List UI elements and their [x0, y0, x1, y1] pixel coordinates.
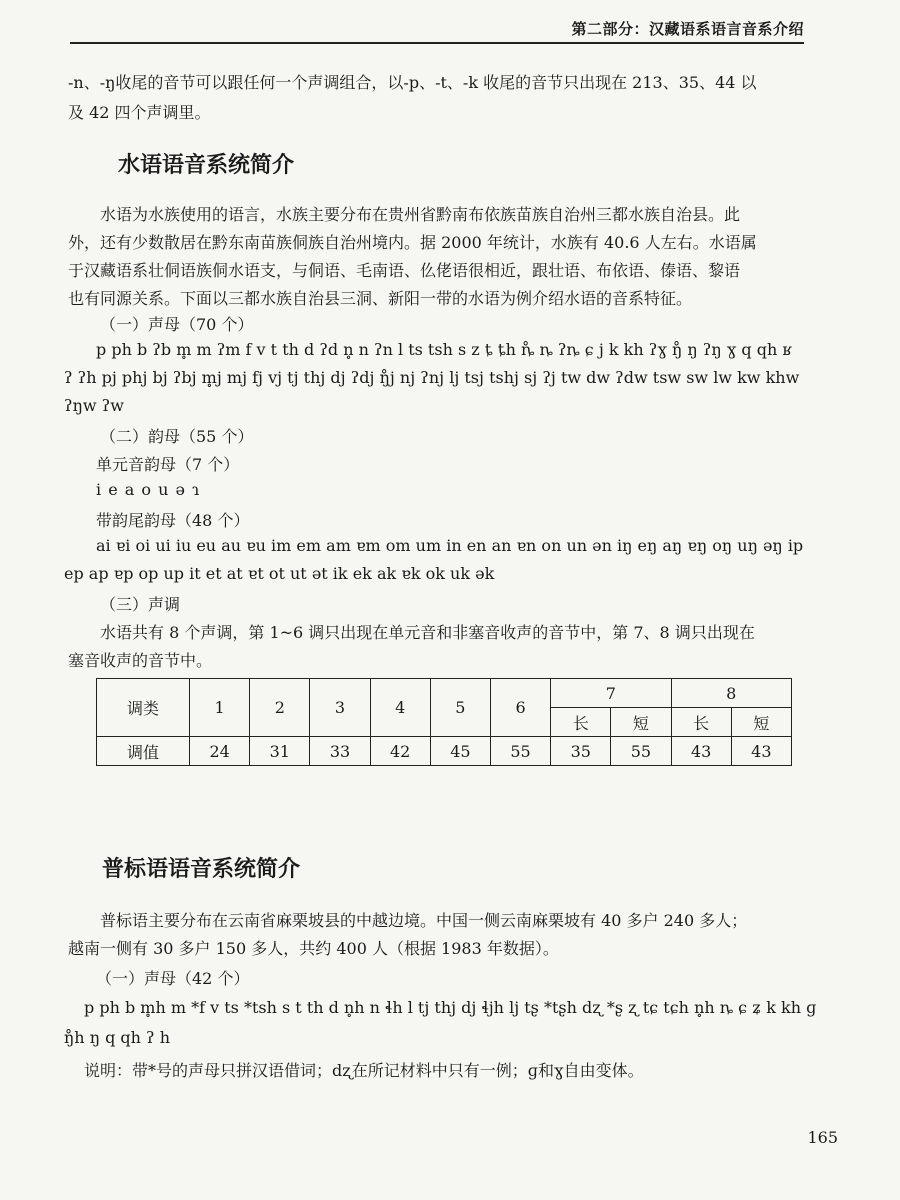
running-header: 第二部分：汉藏语系语言音系介绍 [571, 20, 804, 38]
shui-coda-finals-line-1: ai ɐi oi ui iu eu au ɐu im em am ɐm om um in en an ɐn on un ən iŋ eŋ aŋ ɐŋ oŋ uŋ əŋ ip [96, 536, 804, 555]
shui-simple-finals-title: 单元音韵母（7 个） [96, 455, 240, 474]
tone-value-label: 调值 [97, 737, 190, 766]
shui-para-line-3: 于汉藏语系壮侗语族侗水语支，与侗语、毛南语、仫佬语很相近，跟壮语、布依语、傣语、黎语 [68, 261, 741, 280]
tone-class-cell: 6 [490, 679, 550, 737]
shui-para-line-1: 水语为水族使用的语言，水族主要分布在贵州省黔南布依族苗族自治州三都水族自治县。此 [100, 205, 741, 224]
pubiao-initials-line-1: p ph b m̥h m *f v ts *tsh s t th d n̥h n ɬh l tj thj dj ɬjh lj tʂ *tʂh dʐ *ʂ ʐ tɕ tɕh n̥h ȵ ɕ ʑ k kh ɡ [84, 998, 817, 1017]
shui-simple-finals: i e a o u ə ɿ [96, 480, 201, 499]
shui-coda-finals-title: 带韵尾韵母（48 个） [96, 511, 250, 530]
intro-line-2: 及 42 四个声调里。 [68, 103, 211, 122]
tone-subclass-short: 短 [731, 708, 791, 737]
shui-tones-title: （三）声调 [100, 595, 181, 614]
tone-value-cell: 31 [250, 737, 310, 766]
tone-class-label: 调类 [97, 679, 190, 737]
shui-para-line-4: 也有同源关系。下面以三都水族自治县三洞、新阳一带的水语为例介绍水语的音系特征。 [68, 289, 693, 308]
shui-tones-para-line-2: 塞音收声的音节中。 [68, 651, 213, 670]
shui-para-line-2: 外，还有少数散居在黔东南苗族侗族自治州境内。据 2000 年统计，水族有 40.6 人左右。水语属 [68, 233, 757, 252]
pubiao-note: 说明：带*号的声母只拼汉语借词；dʐ在所记材料中只有一例；ɡ和ɣ自由变体。 [84, 1061, 644, 1080]
shui-coda-finals-line-2: ep ap ɐp op up it et at ɐt ot ut ət ik ek ak ɐk ok uk ək [64, 564, 495, 583]
tone-class-cell: 3 [310, 679, 370, 737]
pubiao-initials-line-2: ŋ̊h ŋ q qh ʔ h [64, 1028, 171, 1047]
tone-table [96, 678, 792, 766]
shui-initials-line-2: ʔ ʔh pj phj bj ʔbj m̥j mj fj vj tj thj dj ʔdj ŋ̊j nj ʔnj lj tsj tshj sj ʔj tw dw ʔdw tsw sw lw kw khw [64, 368, 800, 387]
tone-class-group-7: 7 [551, 679, 671, 708]
header-rule [70, 42, 804, 44]
tone-class-cell: 4 [370, 679, 430, 737]
shui-initials-title: （一）声母（70 个） [100, 315, 254, 334]
tone-value-cell: 45 [430, 737, 490, 766]
intro-line-1: -n、-ŋ收尾的音节可以跟任何一个声调组合，以-p、-t、-k 收尾的音节只出现在 213、35、44 以 [68, 73, 757, 92]
tone-value-cell: 42 [370, 737, 430, 766]
tone-class-group-8: 8 [671, 679, 791, 708]
tone-value-cell: 43 [731, 737, 791, 766]
tone-value-cell: 24 [190, 737, 250, 766]
pubiao-para-line-2: 越南一侧有 30 多户 150 多人，共约 400 人（根据 1983 年数据）。 [68, 939, 559, 958]
tone-value-cell: 33 [310, 737, 370, 766]
shui-tones-para-line-1: 水语共有 8 个声调，第 1~6 调只出现在单元音和非塞音收声的音节中，第 7、8 调只出现在 [100, 623, 755, 642]
shui-heading: 水语语音系统简介 [118, 153, 295, 178]
shui-initials-line-3: ʔŋw ʔw [64, 396, 124, 415]
tone-class-cell: 5 [430, 679, 490, 737]
tone-value-cell: 55 [490, 737, 550, 766]
pubiao-initials-title: （一）声母（42 个） [96, 969, 250, 988]
page-number: 165 [807, 1128, 838, 1147]
tone-subclass-short: 短 [611, 708, 671, 737]
tone-value-cell: 35 [551, 737, 611, 766]
shui-initials-line-1: p ph b ʔb m̥ m ʔm f v t th d ʔd n̥ n ʔn l ts tsh s z ȶ ȶh ȵ̊ ȵ ʔȵ ɕ j k kh ʔɣ ŋ̊ ŋ ʔŋ ɣ q qh ʁ [96, 340, 792, 359]
tone-subclass-long: 长 [671, 708, 731, 737]
tone-value-cell: 43 [671, 737, 731, 766]
tone-class-cell: 2 [250, 679, 310, 737]
tone-class-cell: 1 [190, 679, 250, 737]
pubiao-heading: 普标语语音系统简介 [102, 857, 301, 882]
pubiao-para-line-1: 普标语主要分布在云南省麻栗坡县的中越边境。中国一侧云南麻栗坡有 40 多户 240 多人； [100, 911, 748, 930]
tone-subclass-long: 长 [551, 708, 611, 737]
tone-value-cell: 55 [611, 737, 671, 766]
shui-finals-title: （二）韵母（55 个） [100, 427, 254, 446]
